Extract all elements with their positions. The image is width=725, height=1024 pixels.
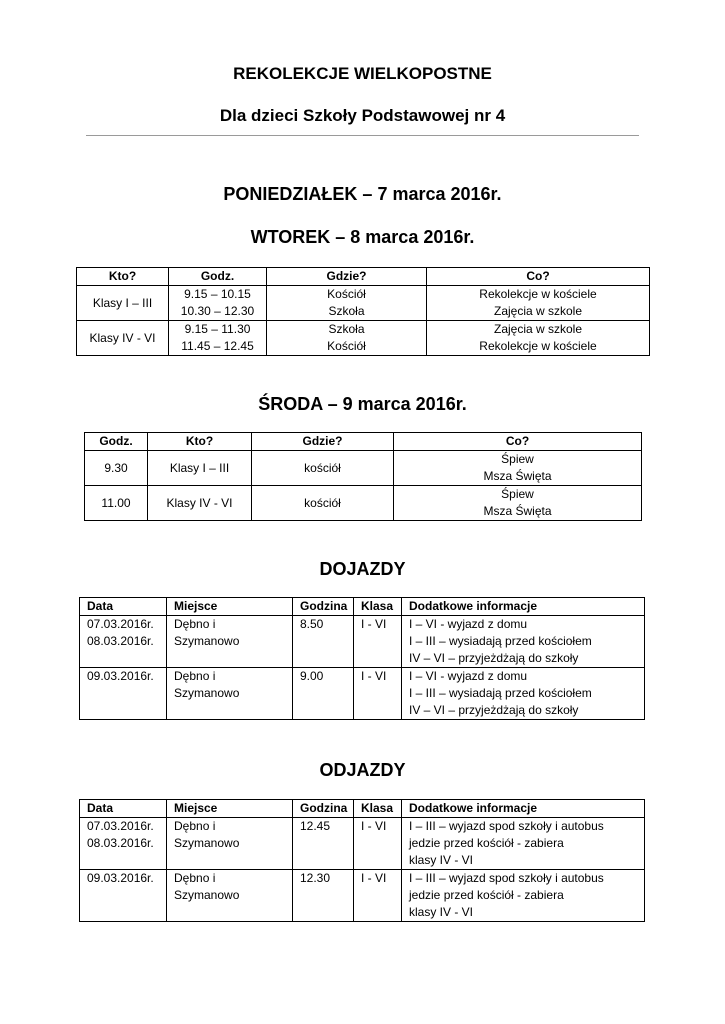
document-title: REKOLEKCJE WIELKOPOSTNE (233, 64, 492, 83)
what-line: Śpiew (501, 487, 534, 501)
where-cell (267, 286, 427, 321)
arrivals-table (79, 597, 645, 720)
place-line: Dębno i (174, 617, 216, 631)
where-line: Szkoła (328, 322, 365, 336)
hour-cell: 8.50 (293, 616, 354, 668)
column-header: Klasa (354, 598, 402, 616)
where-cell: kościół (252, 486, 394, 521)
place-line: Dębno i (174, 871, 216, 885)
table-header-row (80, 800, 645, 818)
hour-cell: 12.45 (293, 818, 354, 870)
info-line: IV – VI – przyjeżdżają do szkoły (409, 703, 579, 717)
table-row (85, 451, 642, 486)
date-line: 08.03.2016r. (87, 634, 154, 648)
column-header: Klasa (354, 800, 402, 818)
where-line: Szkoła (328, 304, 365, 318)
who-cell: Klasy I – III (148, 451, 252, 486)
info-line: I – III – wysiadają przed kościołem (409, 686, 592, 700)
column-header: Godz. (169, 268, 267, 286)
column-header: Co? (394, 433, 642, 451)
place-cell (167, 870, 293, 922)
place-cell (167, 616, 293, 668)
time-cell (169, 286, 267, 321)
info-line: jedzie przed kościół - zabiera (409, 836, 564, 850)
table-row (77, 286, 650, 321)
info-line: IV – VI – przyjeżdżają do szkoły (409, 651, 579, 665)
date-line: 09.03.2016r. (87, 871, 154, 885)
column-header: Gdzie? (252, 433, 394, 451)
info-cell (402, 870, 645, 922)
date-line: 07.03.2016r. (87, 819, 154, 833)
place-line: Dębno i (174, 669, 216, 683)
column-header: Data (80, 800, 167, 818)
time-line: 11.45 – 12.45 (181, 339, 254, 353)
date-line: 08.03.2016r. (87, 836, 154, 850)
departures-table (79, 799, 645, 922)
table-header-row (77, 268, 650, 286)
date-cell (80, 870, 167, 922)
what-line: Zajęcia w szkole (493, 304, 583, 318)
who-cell: Klasy I – III (77, 286, 169, 321)
what-line: Msza Święta (483, 504, 552, 518)
info-line: I – VI - wyjazd z domu (409, 617, 528, 631)
info-cell (402, 668, 645, 720)
column-header: Dodatkowe informacje (402, 800, 645, 818)
time-line: 9.15 – 10.15 (184, 287, 251, 301)
time-cell: 9.30 (85, 451, 148, 486)
what-line: Zajęcia w szkole (493, 322, 583, 336)
table-header-row (85, 433, 642, 451)
date-line: 07.03.2016r. (87, 617, 154, 631)
table-row (77, 321, 650, 356)
tuesday-table (76, 267, 650, 356)
time-line: 9.15 – 11.30 (184, 322, 251, 336)
info-line: I – III – wyjazd spod szkoły i autobus (409, 819, 604, 833)
header-divider (86, 135, 639, 136)
info-line: klasy IV - VI (409, 853, 474, 867)
where-line: Kościół (327, 287, 366, 301)
info-line: jedzie przed kościół - zabiera (409, 888, 564, 902)
info-line: klasy IV - VI (409, 905, 474, 919)
place-cell (167, 668, 293, 720)
what-cell (394, 486, 642, 521)
what-cell (427, 286, 650, 321)
what-line: Śpiew (501, 452, 534, 466)
column-header: Godzina (293, 598, 354, 616)
what-cell (427, 321, 650, 356)
wednesday-heading: ŚRODA – 9 marca 2016r. (258, 394, 467, 414)
what-line: Rekolekcje w kościele (479, 339, 597, 353)
table-row (80, 818, 645, 870)
where-cell: kościół (252, 451, 394, 486)
info-cell (402, 616, 645, 668)
info-line: I – VI - wyjazd z domu (409, 669, 528, 683)
place-line: Szymanowo (174, 836, 240, 850)
arrivals-heading: DOJAZDY (319, 559, 406, 579)
hour-cell: 12.30 (293, 870, 354, 922)
column-header: Gdzie? (267, 268, 427, 286)
departures-heading: ODJAZDY (319, 760, 406, 780)
what-cell (394, 451, 642, 486)
class-cell: I - VI (354, 668, 402, 720)
what-line: Msza Święta (483, 469, 552, 483)
date-cell (80, 668, 167, 720)
who-cell: Klasy IV - VI (77, 321, 169, 356)
where-line: Kościół (327, 339, 366, 353)
date-cell (80, 616, 167, 668)
column-header: Kto? (77, 268, 169, 286)
place-line: Dębno i (174, 819, 216, 833)
column-header: Godzina (293, 800, 354, 818)
info-line: I – III – wysiadają przed kościołem (409, 634, 592, 648)
column-header: Kto? (148, 433, 252, 451)
table-row (80, 870, 645, 922)
column-header: Dodatkowe informacje (402, 598, 645, 616)
wednesday-table (84, 432, 642, 521)
hour-cell: 9.00 (293, 668, 354, 720)
column-header: Miejsce (167, 598, 293, 616)
table-row (85, 486, 642, 521)
time-cell (169, 321, 267, 356)
table-row (80, 668, 645, 720)
document-subtitle: Dla dzieci Szkoły Podstawowej nr 4 (219, 106, 506, 125)
column-header: Godz. (85, 433, 148, 451)
date-line: 09.03.2016r. (87, 669, 154, 683)
info-cell (402, 818, 645, 870)
table-row (80, 616, 645, 668)
where-cell (267, 321, 427, 356)
class-cell: I - VI (354, 818, 402, 870)
info-line: I – III – wyjazd spod szkoły i autobus (409, 871, 604, 885)
column-header: Data (80, 598, 167, 616)
column-header: Co? (427, 268, 650, 286)
class-cell: I - VI (354, 870, 402, 922)
tuesday-heading: WTOREK – 8 marca 2016r. (250, 227, 475, 247)
column-header: Miejsce (167, 800, 293, 818)
time-cell: 11.00 (85, 486, 148, 521)
what-line: Rekolekcje w kościele (479, 287, 597, 301)
place-line: Szymanowo (174, 888, 240, 902)
monday-heading: PONIEDZIAŁEK – 7 marca 2016r. (223, 184, 502, 204)
table-header-row (80, 598, 645, 616)
place-line: Szymanowo (174, 686, 240, 700)
time-line: 10.30 – 12.30 (180, 304, 255, 318)
place-line: Szymanowo (174, 634, 240, 648)
who-cell: Klasy IV - VI (148, 486, 252, 521)
class-cell: I - VI (354, 616, 402, 668)
date-cell (80, 818, 167, 870)
place-cell (167, 818, 293, 870)
